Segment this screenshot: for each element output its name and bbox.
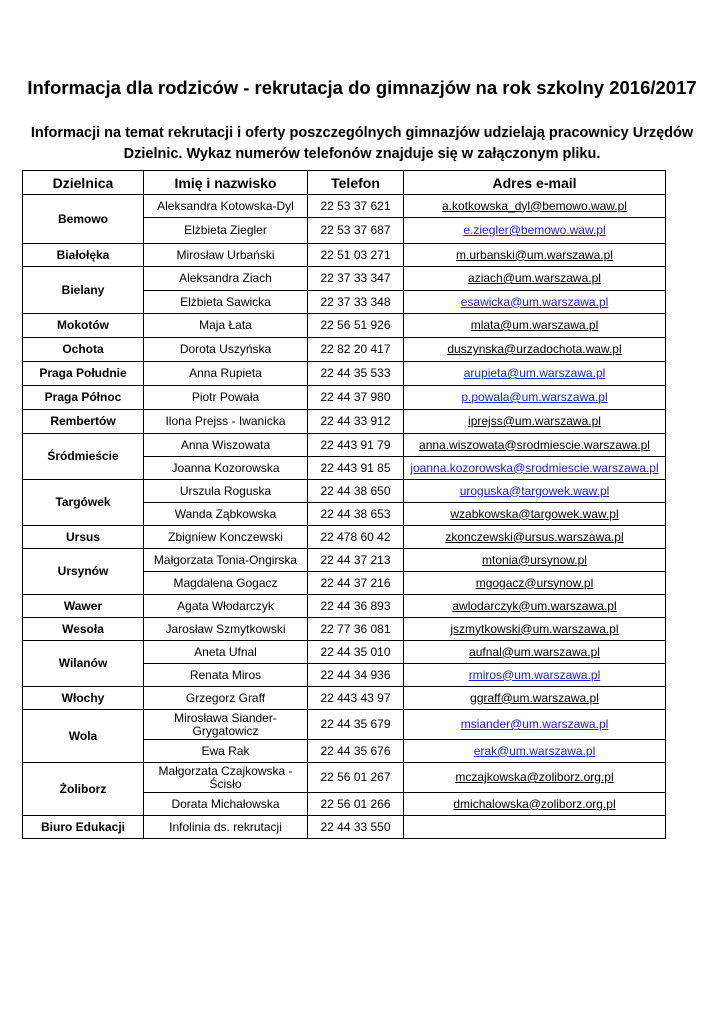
phone-cell: 22 44 38 650: [308, 480, 404, 503]
name-cell: Joanna Kozorowska: [144, 457, 308, 480]
email-link[interactable]: rmiros@um.warszawa.pl: [468, 667, 601, 682]
name-cell: Infolinia ds. rekrutacji: [144, 816, 308, 839]
table-row: [23, 267, 666, 291]
district-cell: Żoliborz: [23, 763, 144, 816]
contacts-table: [22, 170, 666, 839]
email-link[interactable]: iprejss@um.warszawa.pl: [468, 414, 601, 428]
district-cell: Praga Północ: [23, 386, 144, 410]
phone-cell: 22 443 91 79: [308, 434, 404, 457]
phone-cell: 22 56 01 266: [308, 793, 404, 816]
email-link[interactable]: mlata@um.warszawa.pl: [470, 318, 599, 332]
phone-cell: 22 44 38 653: [308, 503, 404, 526]
table-row: [23, 386, 666, 410]
district-cell: Ursus: [23, 526, 144, 549]
district-cell: Wola: [23, 710, 144, 763]
table-row: [23, 549, 666, 572]
phone-cell: 22 53 37 621: [308, 195, 404, 218]
name-cell: Małgorzata Czajkowska - Ścisło: [144, 763, 308, 793]
name-cell: Ilona Prejss - Iwanicka: [144, 410, 308, 434]
phone-cell: 22 44 34 936: [308, 664, 404, 687]
email-link[interactable]: mtonia@ursynow.pl: [482, 552, 587, 567]
phone-cell: 22 44 33 550: [308, 816, 404, 839]
name-cell: Dorata Michałowska: [144, 793, 308, 816]
name-cell: Aneta Ufnal: [144, 641, 308, 664]
name-cell: Zbigniew Konczewski: [144, 526, 308, 549]
phone-cell: 22 44 37 980: [308, 386, 404, 410]
name-cell: Dorota Uszyńska: [144, 338, 308, 362]
phone-cell: 22 56 51 926: [308, 314, 404, 338]
district-cell: Ochota: [23, 338, 144, 362]
name-cell: Elżbieta Ziegler: [144, 218, 308, 244]
district-cell: Bielany: [23, 267, 144, 314]
phone-cell: 22 37 33 348: [308, 291, 404, 314]
phone-cell: 22 443 91 85: [308, 457, 404, 480]
table-row: [23, 362, 666, 386]
name-cell: Renata Miros: [144, 664, 308, 687]
email-link[interactable]: mczajkowska@zoliborz.org.pl: [455, 770, 614, 784]
district-cell: Praga Południe: [23, 362, 144, 386]
email-link[interactable]: aufnal@um.warszawa.pl: [469, 644, 600, 659]
table-row: [23, 244, 666, 267]
district-cell: Wawer: [23, 595, 144, 618]
name-cell: Jarosław Szmytkowski: [144, 618, 308, 641]
name-cell: Magdalena Gogacz: [144, 572, 308, 595]
email-link[interactable]: aziach@um.warszawa.pl: [468, 271, 601, 285]
name-cell: Anna Rupieta: [144, 362, 308, 386]
table-row: [23, 410, 666, 434]
phone-cell: 22 478 60 42: [308, 526, 404, 549]
name-cell: Maja Łata: [144, 314, 308, 338]
district-cell: Wesoła: [23, 618, 144, 641]
name-cell: Grzegorz Graff: [144, 687, 308, 710]
name-cell: Piotr Powała: [144, 386, 308, 410]
table-row: [23, 763, 666, 793]
phone-cell: 22 53 37 687: [308, 218, 404, 244]
phone-cell: 22 44 35 679: [308, 710, 404, 740]
email-link[interactable]: wzabkowska@targowek.waw.pl: [450, 506, 619, 521]
district-cell: Białołęka: [23, 244, 144, 267]
email-link[interactable]: duszynska@urzadochota.waw.pl: [447, 342, 622, 356]
email-link[interactable]: anna.wiszowata@srodmiescie.warszawa.pl: [419, 437, 650, 452]
name-cell: Małgorzata Tonia-Ongirska: [144, 549, 308, 572]
page-subtitle: Informacji na temat rekrutacji i oferty poszczególnych gimnazjów udzielają pracownicy Urzędów Dzielnic. Wykaz numerów telefonów znajduje się w załączonym pliku.: [30, 125, 694, 162]
email-link[interactable]: arupieta@um.warszawa.pl: [463, 366, 606, 380]
email-link[interactable]: zkonczewski@ursus.warszawa.pl: [445, 529, 624, 544]
table-row: [23, 710, 666, 740]
email-link[interactable]: e.ziegler@bemowo.waw.pl: [463, 223, 606, 237]
phone-cell: 22 44 35 533: [308, 362, 404, 386]
phone-cell: 22 44 36 893: [308, 595, 404, 618]
email-link[interactable]: m.urbanski@um.warszawa.pl: [456, 247, 613, 262]
table-row: [23, 526, 666, 549]
district-cell: Bemowo: [23, 195, 144, 244]
table-row: [23, 618, 666, 641]
district-cell: Rembertów: [23, 410, 144, 434]
name-cell: Aleksandra Ziach: [144, 267, 308, 291]
district-cell: Włochy: [23, 687, 144, 710]
name-cell: Ewa Rak: [144, 740, 308, 763]
email-link[interactable]: uroguska@targowek.waw.pl: [459, 483, 610, 498]
phone-cell: 22 37 33 347: [308, 267, 404, 291]
phone-cell: 22 44 35 676: [308, 740, 404, 763]
table-row: [23, 314, 666, 338]
phone-cell: 22 56 01 267: [308, 763, 404, 793]
district-cell: Mokotów: [23, 314, 144, 338]
email-link[interactable]: joanna.kozorowska@srodmiescie.warszawa.pl: [410, 460, 659, 475]
phone-cell: 22 44 35 010: [308, 641, 404, 664]
district-cell: Śródmieście: [23, 434, 144, 480]
email-link[interactable]: esawicka@um.warszawa.pl: [460, 294, 609, 309]
name-cell: Elżbieta Sawicka: [144, 291, 308, 314]
column-header-name: Imię i nazwisko: [144, 171, 308, 195]
name-cell: Agata Włodarczyk: [144, 595, 308, 618]
page-title: Informacja dla rodziców - rekrutacja do gimnazjów na rok szkolny 2016/2017: [27, 77, 697, 98]
name-cell: Aleksandra Kotowska-Dyl: [144, 195, 308, 218]
phone-cell: 22 44 37 213: [308, 549, 404, 572]
email-link[interactable]: a.kotkowska_dyl@bemowo.waw.pl: [442, 198, 627, 213]
phone-cell: 22 51 03 271: [308, 244, 404, 267]
email-link[interactable]: jszmytkowski@um.warszawa.pl: [450, 621, 619, 636]
table-row: [23, 816, 666, 839]
district-cell: Ursynów: [23, 549, 144, 595]
table-row: [23, 338, 666, 362]
table-row: [23, 641, 666, 664]
column-header-phone: Telefon: [308, 171, 404, 195]
name-cell: Urszula Roguska: [144, 480, 308, 503]
district-cell: Wilanów: [23, 641, 144, 687]
name-cell: Mirosław Urbański: [144, 244, 308, 267]
name-cell: Mirosława Siander-Grygatowicz: [144, 710, 308, 740]
email-link[interactable]: dmichalowska@zoliborz.org.pl: [453, 796, 616, 811]
table-row: [23, 595, 666, 618]
phone-cell: 22 77 36 081: [308, 618, 404, 641]
district-cell: Biuro Edukacji: [23, 816, 144, 839]
column-header-email: Adres e-mail: [404, 171, 666, 195]
table-row: [23, 195, 666, 218]
phone-cell: 22 44 37 216: [308, 572, 404, 595]
phone-cell: 22 82 20 417: [308, 338, 404, 362]
email-link[interactable]: ggraff@um.warszawa.pl: [470, 690, 599, 705]
phone-cell: 22 44 33 912: [308, 410, 404, 434]
table-row: [23, 687, 666, 710]
phone-cell: 22 443 43 97: [308, 687, 404, 710]
district-cell: Targówek: [23, 480, 144, 526]
column-header-district: Dzielnica: [23, 171, 144, 195]
name-cell: Wanda Ząbkowska: [144, 503, 308, 526]
table-row: [23, 434, 666, 457]
table-row: [23, 480, 666, 503]
email-link[interactable]: msiander@um.warszawa.pl: [460, 717, 609, 731]
email-link[interactable]: erak@um.warszawa.pl: [473, 743, 596, 758]
email-link[interactable]: mgogacz@ursynow.pl: [475, 575, 594, 590]
email-link[interactable]: p.powala@um.warszawa.pl: [461, 390, 608, 404]
email-link[interactable]: awlodarczyk@um.warszawa.pl: [452, 598, 617, 613]
name-cell: Anna Wiszowata: [144, 434, 308, 457]
